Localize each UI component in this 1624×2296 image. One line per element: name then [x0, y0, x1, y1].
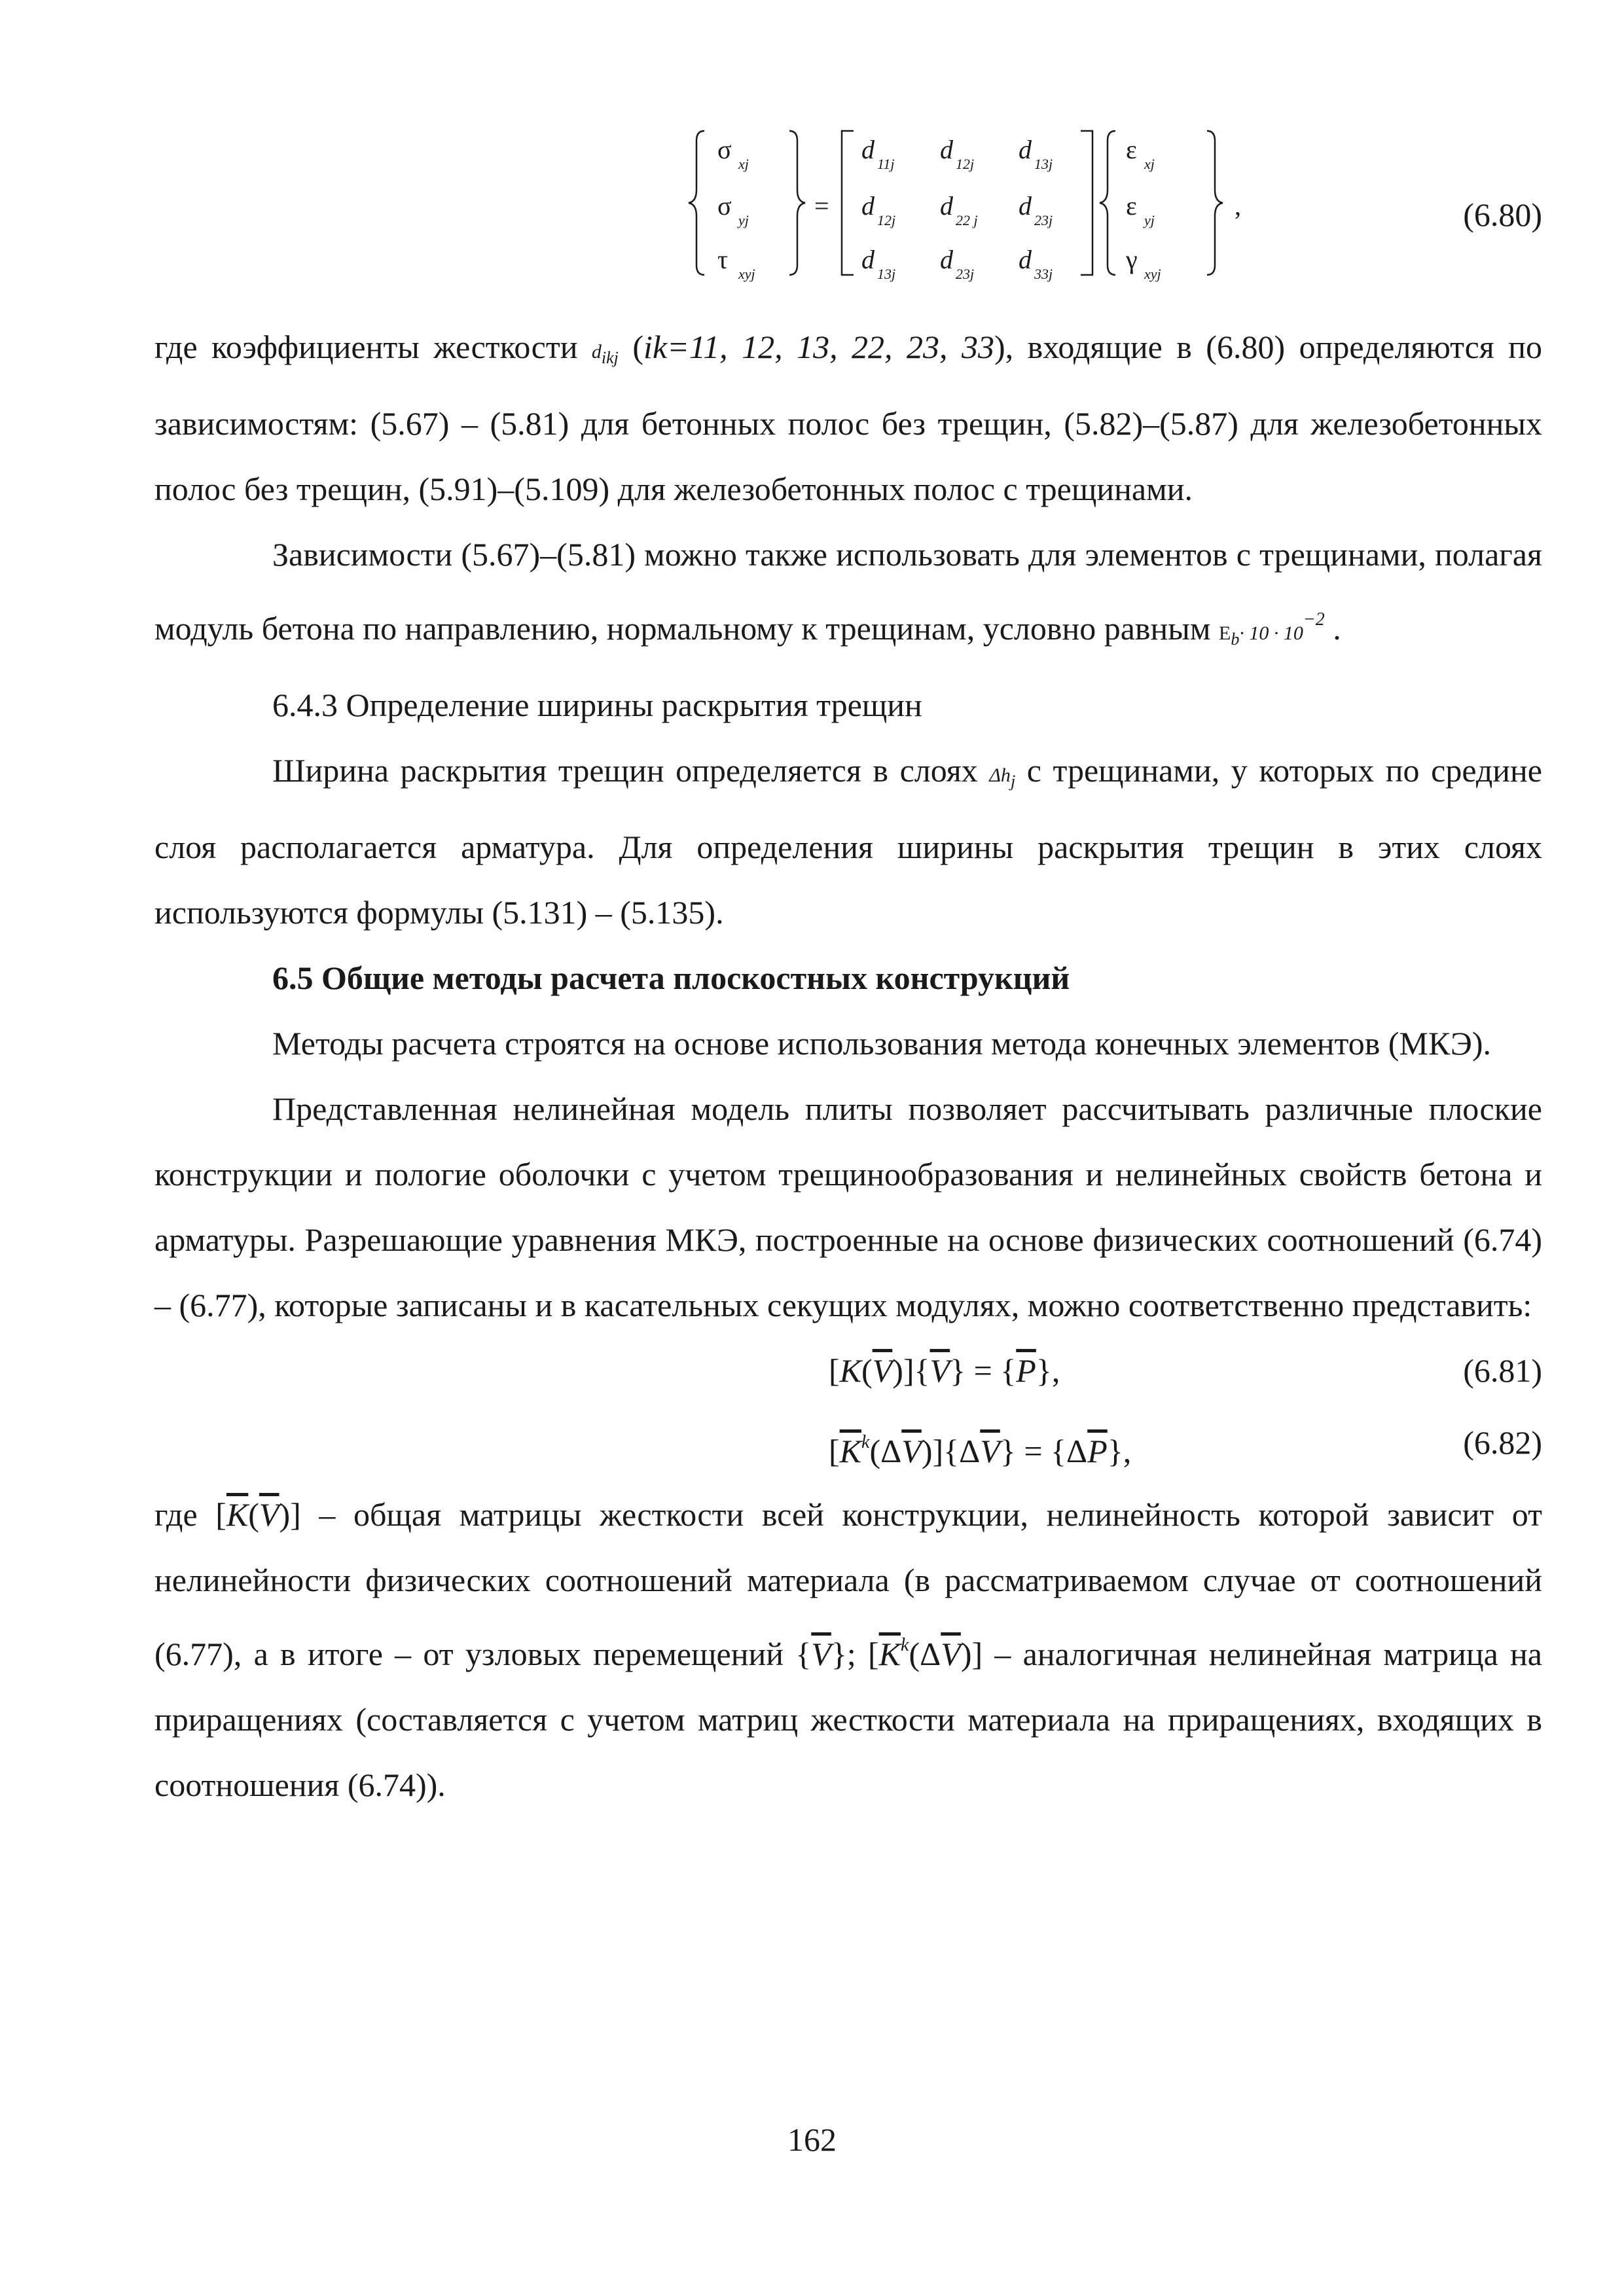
ik-values: ik=11, 12, 13, 22, 23, 33: [643, 329, 994, 365]
equation-comma: ,: [1235, 191, 1241, 221]
lhs-sym-0: σ: [717, 135, 732, 164]
matrix-0-1-sub: 12j: [956, 156, 975, 172]
paragraph-nonlinear-model: Представленная нелинейная модель плиты позволяет рассчитывать различные плоские конструкции и пологие оболочки с учетом трещинообразования и нелинейных свойств бетона и арматуры. Разрешающие уравнения МКЭ, построенные на основе физических соотношений (6.74) – (6.77), которые записаны и в касательных секущих модулях, можно соответственно представить:: [154, 1090, 1542, 1323]
equals-sign: =: [814, 191, 829, 221]
paragraph-stiffness-matrix: где $[\overline{K}(\overline{V})]$ – общая матрицы жесткости всей конструкции, нелинейность которой зависит от нелинейности физических соотношений материала (в рассматриваемом случае от соотношений (6.77), а в итоге – от узловых перемещений $\{\overline{V}\}$; $[\overline{K}^k(\Delta\overline{V})]$ – аналогичная нелинейная матрица на приращениях (составляется с учетом матриц жесткости материала на приращениях, входящих в соотношения (6.74)).: [154, 1496, 1542, 1803]
equation-number-6-82: (6.82): [1463, 1424, 1542, 1461]
matrix-1-0-sub: 12j: [877, 212, 896, 228]
matrix-2-2-sym: d: [1019, 245, 1032, 274]
equation-6-82-body: $[\overline{K}^k(\Delta\overline{V})]\{\Delta\overline{V}\} = \{\Delta\overline{P}\}$,: [829, 1432, 1132, 1469]
rhs-sym-0: ε: [1126, 135, 1137, 164]
matrix-0-1-sym: d: [940, 135, 953, 164]
paragraph-fem-methods: Методы расчета строятся на основе использования метода конечных элементов (МКЭ).: [272, 1025, 1492, 1062]
rhs-sym-1: ε: [1126, 191, 1137, 221]
rhs-sub-1: yj: [1144, 212, 1155, 228]
paragraph-stiffness-coefficients: где коэффициенты жесткости $d_{ikj}$ (ik=11, 12, 13, 22, 23, 33), входящие в (6.80) определяются по зависимостям: (5.67) – (5.81) для бетонных полос без трещин, (5.82)–(5.87) для железобетонных полос без трещин, (5.91)–(5.109) для железобетонных полос с трещинами.: [154, 329, 1543, 507]
matrix-1-0-sym: d: [861, 191, 875, 221]
matrix-2-1-sub: 23j: [956, 266, 975, 282]
page-content: [154, 105, 1542, 1818]
equation-6-80: [154, 105, 1542, 314]
matrix-2-0-sym: d: [861, 245, 875, 274]
equation-6-81: [154, 1338, 1542, 1410]
matrix-2-0-sub: 13j: [877, 266, 896, 282]
lhs-sub-1: yj: [738, 212, 749, 228]
equation-number-6-81: (6.81): [1463, 1352, 1542, 1389]
matrix-1-2-sub: 23j: [1034, 212, 1053, 228]
matrix-1-2-sym: d: [1019, 191, 1032, 221]
matrix-2-1-sym: d: [940, 245, 953, 274]
modulus-symbol: E: [1219, 622, 1231, 644]
rhs-sub-0: xj: [1144, 156, 1155, 172]
paragraph-crack-width: Ширина раскрытия трещин определяется в слоях $\Delta h_j$ с трещинами, у которых по средине слоя располагается арматура. Для определения ширины раскрытия трещин в этих слоях используются формулы (5.131) – (5.135).: [154, 752, 1542, 931]
equation-number-6-80: (6.80): [1463, 196, 1542, 233]
matrix-equation-graphic: [678, 105, 1300, 314]
matrix-1-1-sym: d: [940, 191, 953, 221]
paragraph-dependencies: Зависимости (5.67)–(5.81) можно также использовать для элементов с трещинами, полагая модуль бетона по направлению, нормальному к трещинам, условно равным $E_b\cdot 10 \cdot 10^{-2}$ .: [154, 536, 1542, 649]
lhs-sub-0: xj: [738, 156, 749, 172]
section-title-6-5: 6.5 Общие методы расчета плоскостных конструкций: [272, 960, 1070, 996]
subsection-title-6-4-3: 6.4.3 Определение ширины раскрытия трещин: [272, 687, 922, 723]
matrix-2-2-sub: 33j: [1034, 266, 1053, 282]
equation-6-82: [154, 1410, 1542, 1482]
matrix-0-2-sym: d: [1019, 135, 1032, 164]
matrix-0-2-sub: 13j: [1034, 156, 1053, 172]
lhs-sub-2: xyj: [738, 266, 755, 282]
rhs-sym-2: γ: [1126, 245, 1138, 274]
d-ikj-symbol: d: [591, 341, 602, 363]
matrix-1-1-sub: 22 j: [956, 212, 978, 228]
equation-6-81-body: $[K(\overline{V})]\{\overline{V}\} = \{\overline{P}\}$,: [829, 1352, 1060, 1389]
lhs-sym-1: σ: [717, 191, 732, 221]
matrix-0-0-sub: 11j: [877, 156, 895, 172]
rhs-sub-2: xyj: [1144, 266, 1161, 282]
delta-h-symbol: Δh: [989, 764, 1011, 786]
page-number: 162: [787, 2121, 837, 2158]
matrix-0-0-sym: d: [861, 135, 875, 164]
lhs-sym-2: τ: [717, 245, 729, 274]
